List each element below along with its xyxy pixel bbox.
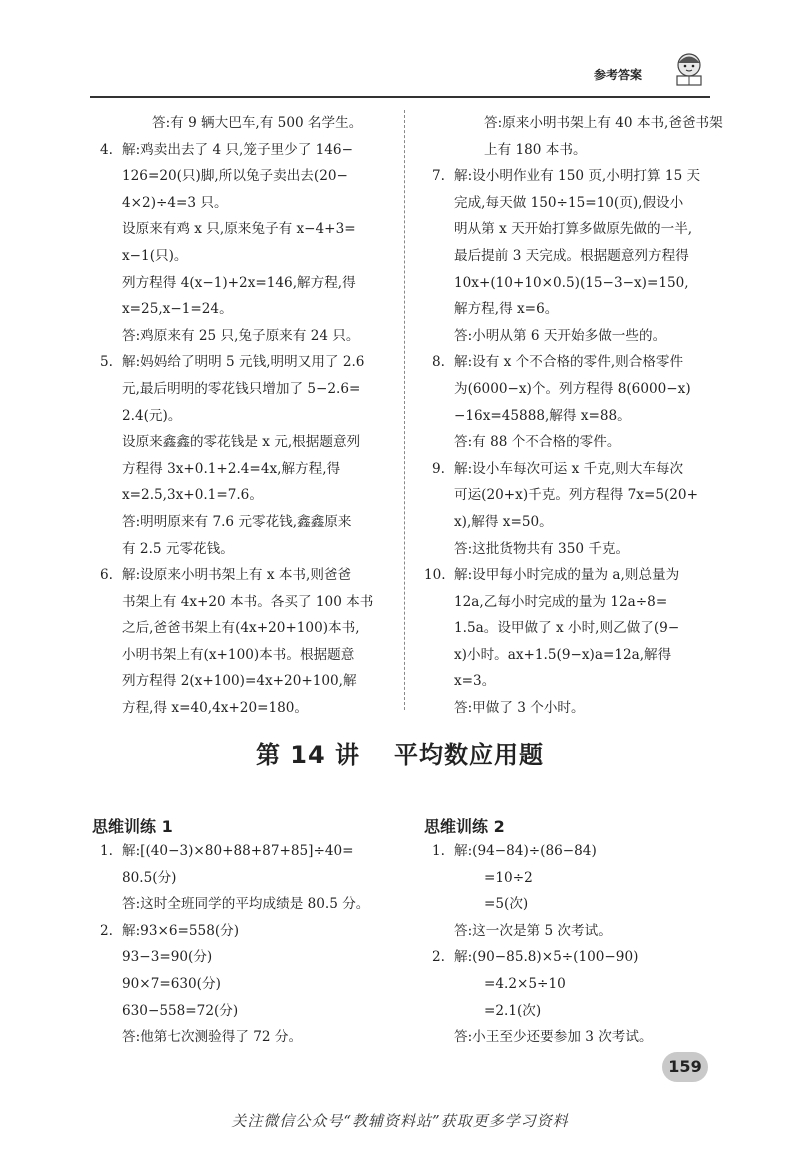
answer-item xyxy=(424,456,718,562)
answer-line: −16x=45888,解得 x=88。 xyxy=(454,407,631,424)
answer-item xyxy=(424,562,718,722)
answer-line: 完成,每天做 150÷15=10(页),假设小 xyxy=(454,194,684,211)
answer-line: 解:设有 x 个不合格的零件,则合格零件 xyxy=(454,354,684,371)
page-number: 159 xyxy=(662,1052,708,1082)
answer-line: 解:妈妈给了明明 5 元钱,明明又用了 2.6 xyxy=(122,354,365,371)
answer-line: 答:这时全班同学的平均成绩是 80.5 分。 xyxy=(122,896,370,913)
answer-line: 之后,爸爸书架上有(4x+20+100)本书, xyxy=(122,620,360,637)
answer-line: 解:设小明作业有 150 页,小明打算 15 天 xyxy=(454,168,701,185)
chapter-name: 平均数应用题 xyxy=(394,741,545,769)
answer-item xyxy=(92,137,390,350)
item-number: 1. xyxy=(432,843,445,859)
item-number: 2. xyxy=(432,949,445,966)
answer-line: 设原来鑫鑫的零花钱是 x 元,根据题意列 xyxy=(122,434,361,451)
answer-item xyxy=(424,838,718,944)
answer-line: 解:设原来小明书架上有 x 本书,则爸爸 xyxy=(122,567,352,584)
answer-line: 列方程得 4(x−1)+2x=146,解方程,得 xyxy=(122,274,356,291)
chapter-title xyxy=(0,735,800,770)
answer-item xyxy=(424,349,718,455)
answer-item xyxy=(92,562,390,722)
answer-line: 答:这一次是第 5 次考试。 xyxy=(454,922,612,939)
item-number: 1. xyxy=(100,843,113,859)
answer-item xyxy=(424,110,723,163)
answer-line: 答:他第七次测验得了 72 分。 xyxy=(122,1029,303,1046)
answer-line: 上有 180 本书。 xyxy=(484,141,587,158)
answer-line: 答:小王至少还要参加 3 次考试。 xyxy=(454,1029,653,1046)
answer-line: 126=20(只)脚,所以兔子卖出去(20− xyxy=(122,168,348,185)
item-number: 4. xyxy=(100,141,113,158)
answer-line: 答:明明原来有 7.6 元零花钱,鑫鑫原来 xyxy=(122,513,352,530)
item-number: 2. xyxy=(100,922,113,939)
answer-line: =2.1(次) xyxy=(484,1002,542,1019)
answer-line: 4×2)÷4=3 只。 xyxy=(122,194,228,211)
item-number: 8. xyxy=(432,354,445,371)
column-divider xyxy=(404,110,405,710)
item-number: 10. xyxy=(424,567,446,584)
answer-line: 答:有 9 辆大巴车,有 500 名学生。 xyxy=(152,115,363,131)
answer-item xyxy=(424,944,718,1050)
answer-line: 答:甲做了 3 个小时。 xyxy=(454,700,585,717)
answer-line: 答:原来小明书架上有 40 本书,爸爸书架 xyxy=(484,115,723,131)
answer-line: 90×7=630(分) xyxy=(122,975,221,992)
answer-line: 1.5a。设甲做了 x 小时,则乙做了(9− xyxy=(454,620,680,637)
answer-line: 答:这批货物共有 350 千克。 xyxy=(454,540,630,557)
answer-line: 解:93×6=558(分) xyxy=(122,922,240,939)
chapter-number: 第 14 讲 xyxy=(255,741,361,769)
item-number: 7. xyxy=(432,168,445,185)
answer-line: 解方程,得 x=6。 xyxy=(454,301,559,318)
answer-line: 93−3=90(分) xyxy=(122,949,213,966)
section-title-2: 思维训练 2 xyxy=(424,817,505,836)
answer-line: 有 2.5 元零花钱。 xyxy=(122,540,234,557)
answer-line: 方程,得 x=40,4x+20=180。 xyxy=(122,700,309,717)
answer-line: 80.5(分) xyxy=(122,869,177,886)
answer-line: x=2.5,3x+0.1=7.6。 xyxy=(122,487,263,504)
answer-line: 10x+(10+10×0.5)(15−3−x)=150, xyxy=(454,274,689,291)
answer-line: 答:有 88 个不合格的零件。 xyxy=(454,434,621,451)
answer-line: x−1(只)。 xyxy=(122,247,188,264)
answer-line: 12a,乙每小时完成的量为 12a÷8= xyxy=(454,593,668,610)
answer-line: x=25,x−1=24。 xyxy=(122,301,233,318)
answers-left-column xyxy=(92,110,390,722)
answer-line: 为(6000−x)个。列方程得 8(6000−x) xyxy=(454,380,691,397)
answer-line: 设原来有鸡 x 只,原来兔子有 x−4+3= xyxy=(122,221,356,238)
answer-line: 解:设小车每次可运 x 千克,则大车每次 xyxy=(454,460,684,477)
answer-line: =4.2×5÷10 xyxy=(484,975,566,992)
answer-line: 解:设甲每小时完成的量为 a,则总量为 xyxy=(454,567,680,584)
answer-line: 列方程得 2(x+100)=4x+20+100,解 xyxy=(122,673,357,690)
section1-answers xyxy=(92,838,390,1051)
footer-note: 关注微信公众号“教辅资料站”获取更多学习资料 xyxy=(231,1112,569,1130)
answer-line: 答:鸡原来有 25 只,兔子原来有 24 只。 xyxy=(122,327,360,344)
section-title-1: 思维训练 1 xyxy=(92,817,173,836)
answer-item xyxy=(92,838,390,918)
answer-line: 解:鸡卖出去了 4 只,笼子里少了 146− xyxy=(122,141,353,158)
item-number: 5. xyxy=(100,354,113,371)
answer-line: x),解得 x=50。 xyxy=(454,513,553,530)
answer-line: =10÷2 xyxy=(484,869,533,886)
answer-line: 方程得 3x+0.1+2.4=4x,解方程,得 xyxy=(122,460,341,477)
answer-item xyxy=(92,349,390,562)
item-number: 6. xyxy=(100,567,113,584)
answer-line: 书架上有 4x+20 本书。各买了 100 本书 xyxy=(122,593,374,610)
header-rule xyxy=(90,96,710,98)
answer-line: =5(次) xyxy=(484,896,529,913)
answer-item xyxy=(424,163,718,349)
answer-line: 解:(90−85.8)×5÷(100−90) xyxy=(454,949,639,966)
answer-line: x)小时。ax+1.5(9−x)a=12a,解得 xyxy=(454,646,672,663)
answer-line: 解:[(40−3)×80+88+87+85]÷40= xyxy=(122,843,354,859)
answer-line: x=3。 xyxy=(454,673,496,690)
header-label: 参考答案 xyxy=(594,68,643,82)
item-number: 9. xyxy=(432,460,445,477)
answer-line: 2.4(元)。 xyxy=(122,407,182,424)
answer-line: 明从第 x 天开始打算多做原先做的一半, xyxy=(454,221,693,238)
answer-line: 答:小明从第 6 天开始多做一些的。 xyxy=(454,327,667,344)
answer-line: 可运(20+x)千克。列方程得 7x=5(20+ xyxy=(454,487,698,504)
answers-right-column xyxy=(424,110,723,722)
answer-item xyxy=(92,918,390,1051)
answer-item xyxy=(92,110,390,137)
answer-line: 小明书架上有(x+100)本书。根据题意 xyxy=(122,646,355,663)
section2-answers xyxy=(424,838,718,1051)
answer-line: 解:(94−84)÷(86−84) xyxy=(454,843,597,859)
reading-girl-icon xyxy=(670,50,708,88)
answer-line: 630−558=72(分) xyxy=(122,1002,239,1019)
answer-line: 元,最后明明的零花钱只增加了 5−2.6= xyxy=(122,380,361,397)
answer-line: 最后提前 3 天完成。根据题意列方程得 xyxy=(454,247,689,264)
